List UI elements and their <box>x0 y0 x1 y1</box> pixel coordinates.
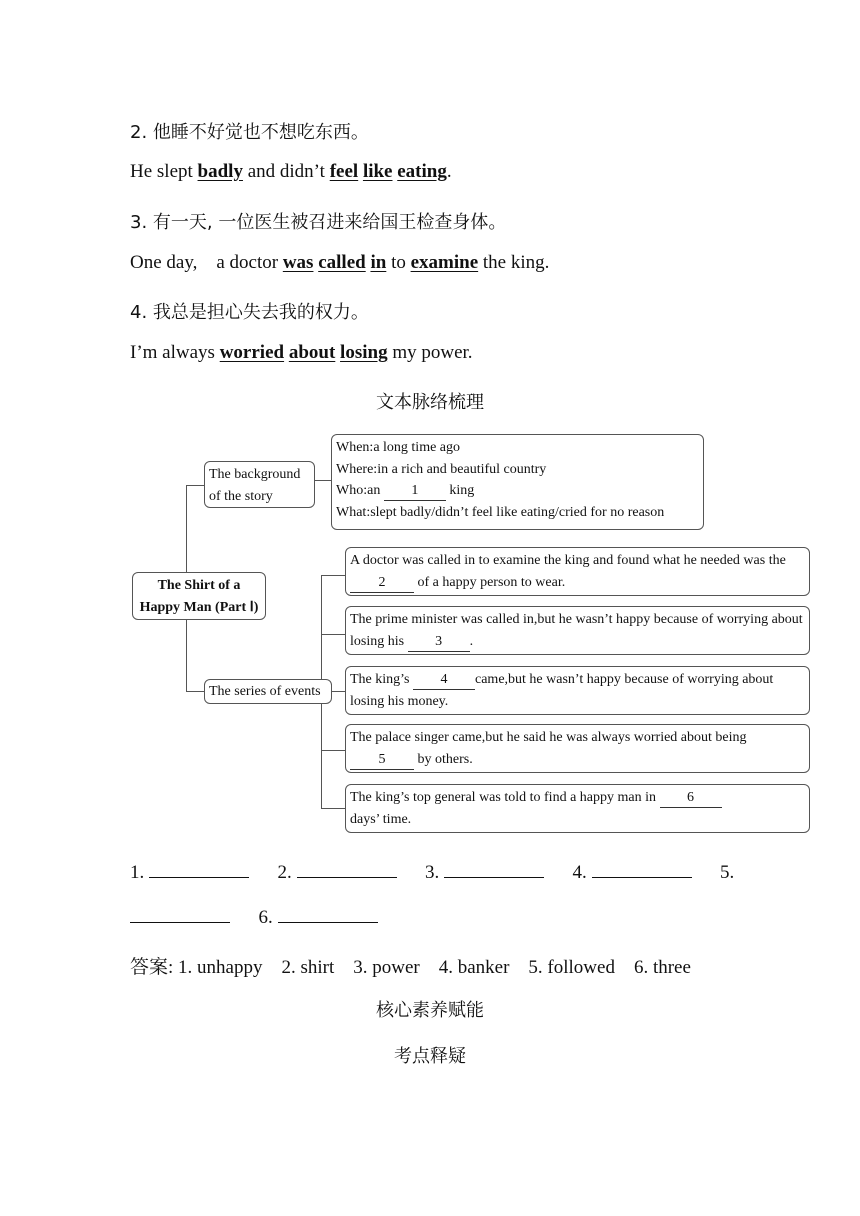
blank-number-5: 5. <box>720 862 735 883</box>
blank-2[interactable]: 2 <box>350 574 414 593</box>
sentence-text: and didn’t <box>242 161 330 182</box>
background-when: When:a long time ago <box>336 440 461 455</box>
answer-blank-2[interactable] <box>297 861 397 878</box>
sentence-3-english <box>130 252 549 274</box>
answer-key: 答案: 1. unhappy 2. shirt 3. power 4. banker 5. followed 6. three <box>130 957 691 978</box>
key-phrase: about <box>288 342 336 363</box>
event-line-5 <box>321 808 345 809</box>
background-node <box>204 461 315 508</box>
sentence-4-english <box>130 342 473 364</box>
sentence-text: One day, a doctor <box>130 252 283 273</box>
section-title: 文本脉络梳理 <box>376 392 484 413</box>
background-who: Who:an 1 king <box>336 480 699 502</box>
key-phrase: in <box>370 252 387 273</box>
blank-number-4: 4. <box>572 862 587 883</box>
event-box-4: The palace singer came,but he said he was always worried about being 5 by others. <box>345 724 810 773</box>
root-node <box>132 572 266 620</box>
key-phrase: worried <box>219 342 285 363</box>
background-details-box <box>331 434 704 530</box>
sentence-3-chinese: 3. 有一天, 一位医生被召进来给国王检查身体。 <box>130 212 507 233</box>
answer-blank-6[interactable] <box>278 906 378 923</box>
blank-6[interactable]: 6 <box>660 789 722 808</box>
key-phrase: losing <box>340 342 388 363</box>
key-phrase: called <box>318 252 366 273</box>
blank-1[interactable]: 1 <box>384 482 446 501</box>
key-phrase: examine <box>410 252 479 273</box>
sentence-text: I’m always <box>130 342 220 363</box>
sentence-text: He slept <box>130 161 198 182</box>
background-where: Where:in a rich and beautiful country <box>336 461 547 477</box>
event-line-1 <box>321 575 345 576</box>
sentence-text: . <box>446 161 452 182</box>
sentence-text: my power. <box>387 342 473 363</box>
answer-blank-4[interactable] <box>592 861 692 878</box>
sentence-2-chinese: 2. 他睡不好觉也不想吃东西。 <box>130 122 369 143</box>
sentence-2-english <box>130 161 452 183</box>
event-line-4 <box>321 750 345 751</box>
key-phrase: eating <box>397 161 447 182</box>
footer-title-1: 核心素养赋能 <box>376 1000 484 1021</box>
answer-blank-3[interactable] <box>444 861 544 878</box>
sentence-4-chinese: 4. 我总是担心失去我的权力。 <box>130 302 369 323</box>
key-phrase: was <box>282 252 314 273</box>
sentence-text: the king. <box>478 252 550 273</box>
blank-number-1: 1. <box>130 862 145 883</box>
blank-4[interactable]: 4 <box>413 671 475 690</box>
answer-blank-1[interactable] <box>149 861 249 878</box>
answer-blanks-row-1 <box>130 861 734 884</box>
key-phrase: feel <box>329 161 359 182</box>
event-line-2 <box>321 634 345 635</box>
root-title-line-2: Happy Man (Part Ⅰ) <box>139 600 259 615</box>
blank-number-6: 6. <box>258 907 273 928</box>
answer-blank-5[interactable] <box>130 906 230 923</box>
event-box-5: The king’s top general was told to find a happy man in 6 days’ time. <box>345 784 810 833</box>
branch-line-background <box>186 485 204 486</box>
sentence-text: to <box>386 252 411 273</box>
root-title-line-1: The Shirt of a <box>157 578 241 593</box>
blank-number-2: 2. <box>277 862 292 883</box>
key-phrase: badly <box>197 161 243 182</box>
blank-5[interactable]: 5 <box>350 751 414 770</box>
event-box-1: A doctor was called in to examine the king and found what he needed was the 2 of a happy person to wear. <box>345 547 810 596</box>
branch-line-events <box>186 691 204 692</box>
background-label-line-2: of the story <box>209 489 273 504</box>
key-phrase: like <box>362 161 393 182</box>
background-label-line-1: The background <box>209 467 301 482</box>
blank-3[interactable]: 3 <box>408 633 470 652</box>
event-box-3: The king’s 4 came,but he wasn’t happy because of worrying about losing his money. <box>345 666 810 715</box>
background-what: What:slept badly/didn’t feel like eating/cried for no reason <box>336 504 665 520</box>
footer-title-2: 考点释疑 <box>394 1046 466 1067</box>
link-line-background <box>314 480 332 481</box>
blank-number-3: 3. <box>425 862 440 883</box>
events-node: The series of events <box>204 679 332 704</box>
answer-blanks-row-2 <box>130 906 378 929</box>
event-box-2: The prime minister was called in,but he wasn’t happy because of worrying about losing his 3 . <box>345 606 810 655</box>
